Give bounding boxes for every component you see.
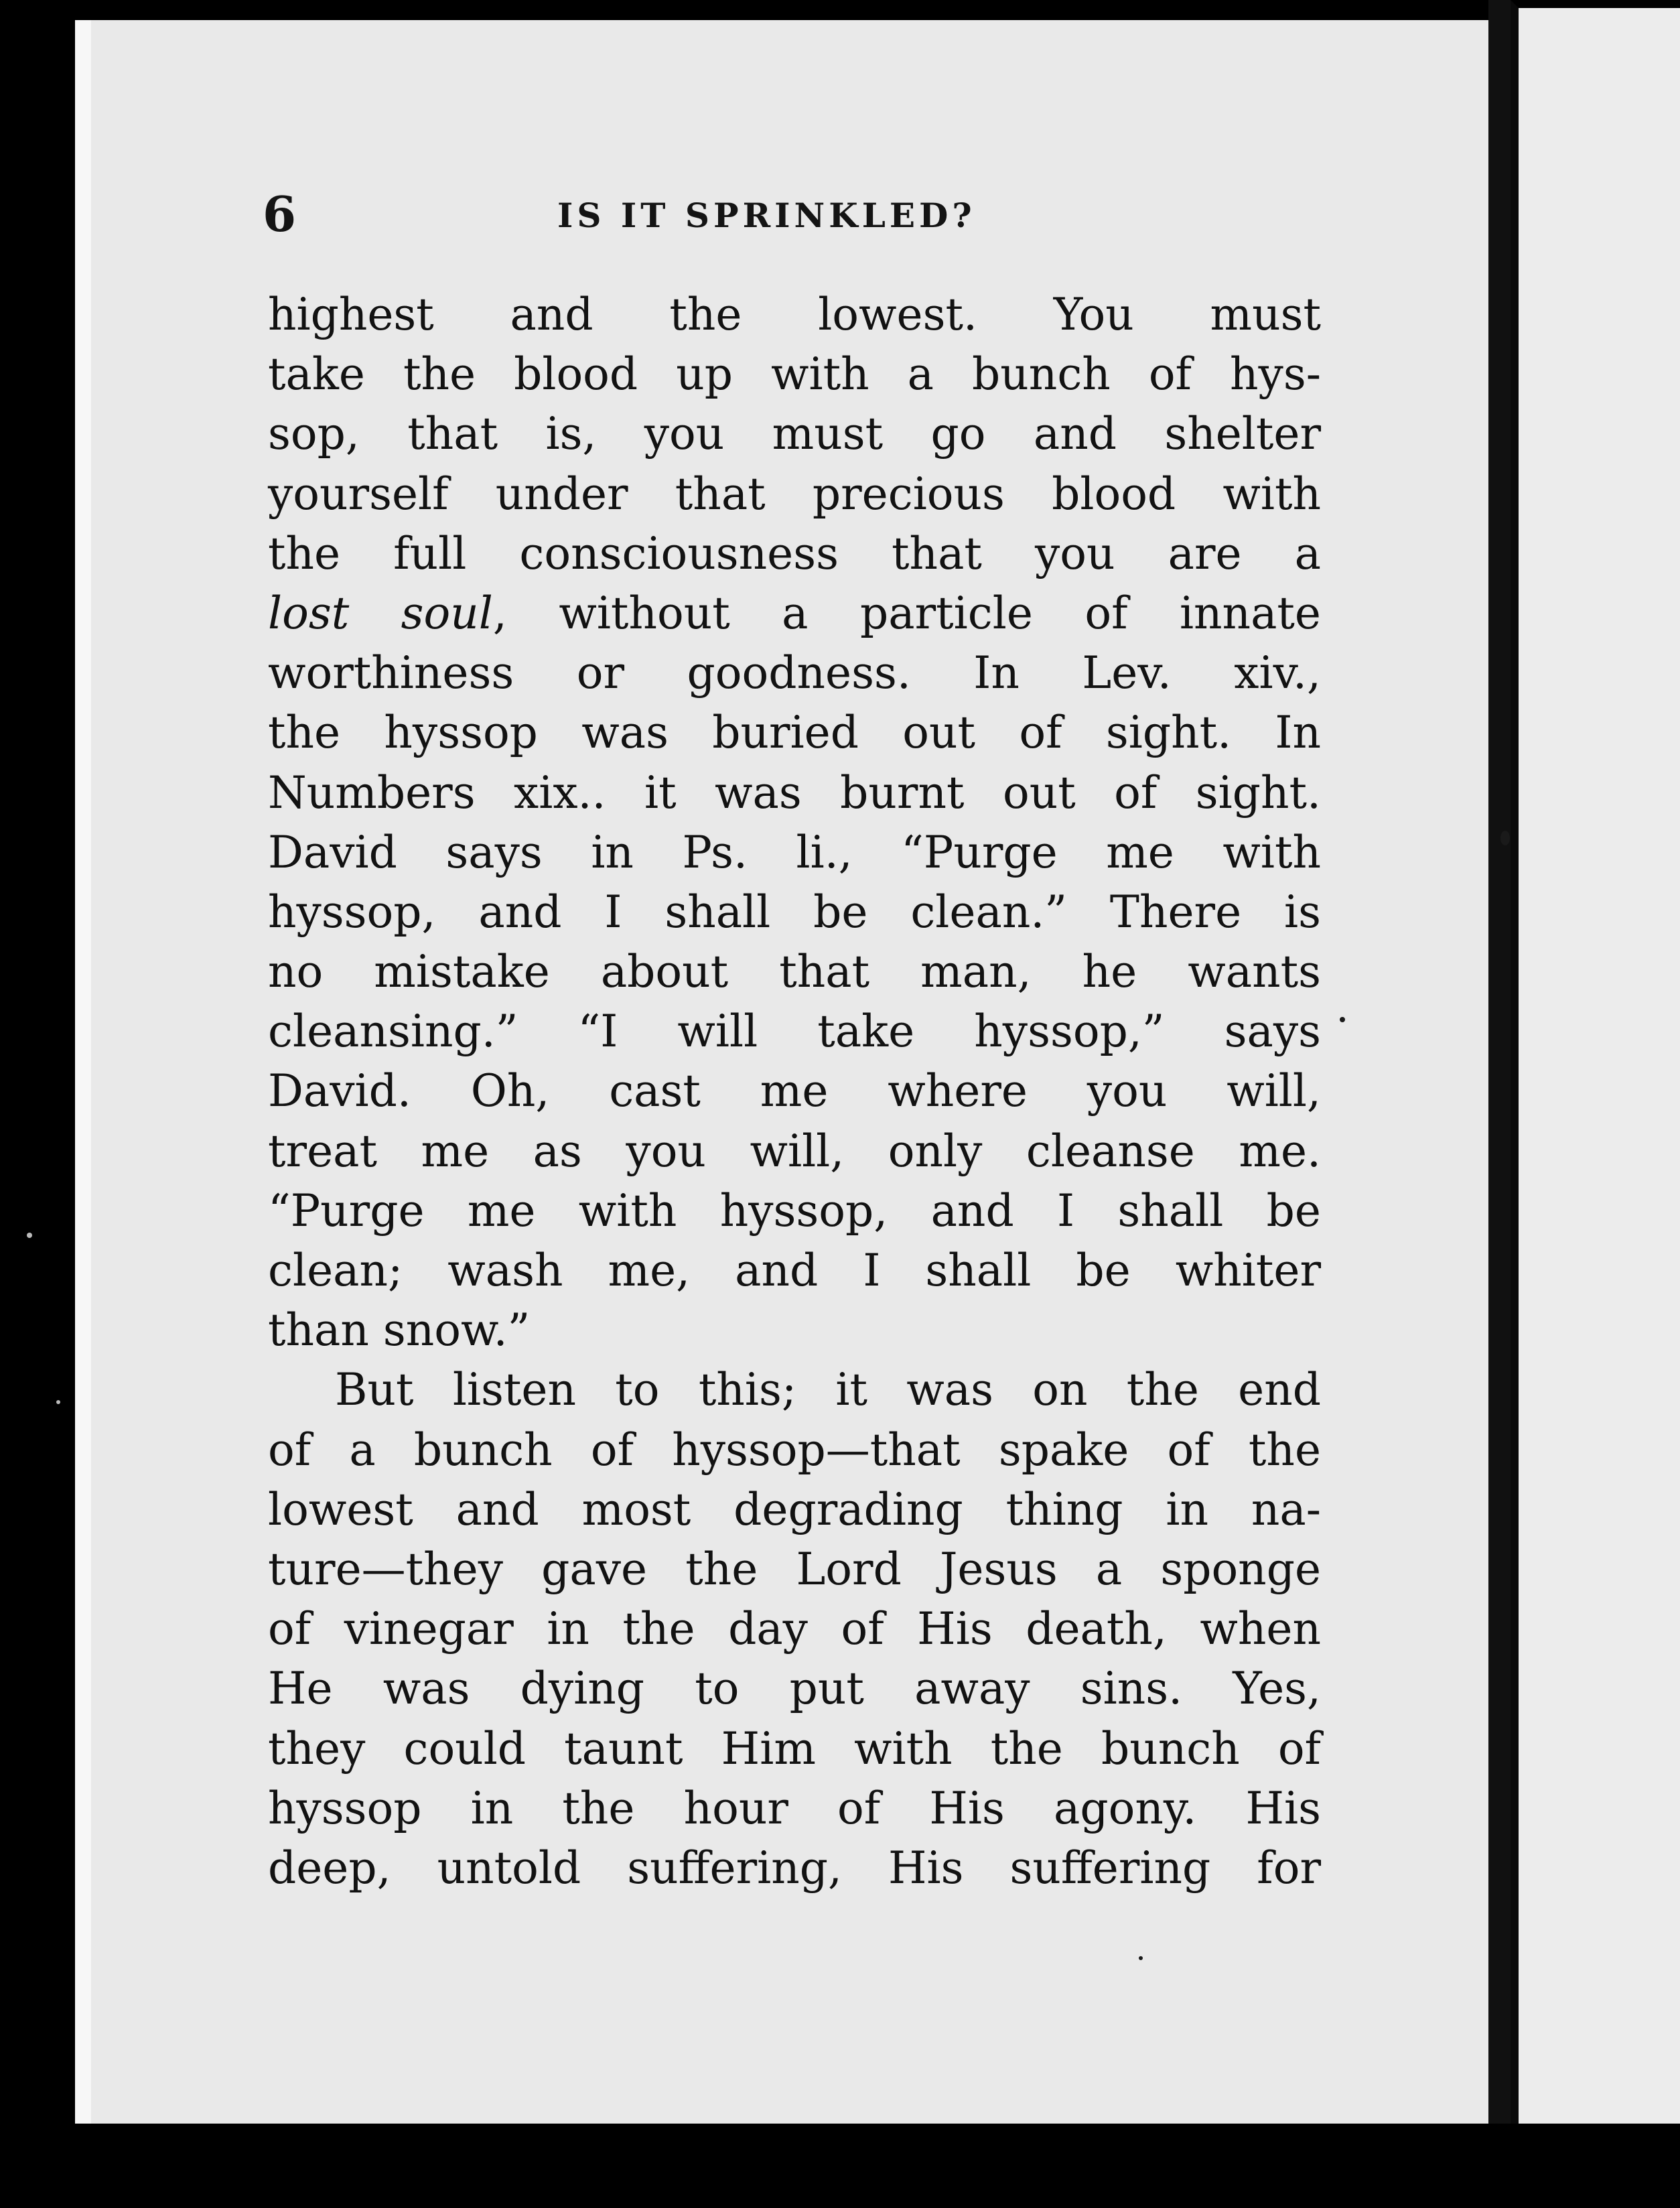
text-segment: yourself under that precious blood with	[268, 468, 1321, 520]
text-segment: sop, that is, you must go and shelter	[268, 408, 1321, 460]
text-segment: deep, untold suffering, His suffering for	[268, 1842, 1321, 1894]
text-line	[268, 1241, 1321, 1300]
text-segment: worthiness or goodness. In Lev. xiv.,	[268, 647, 1321, 699]
text-segment: He was dying to put away sins. Yes,	[268, 1663, 1321, 1715]
text-line	[268, 703, 1321, 762]
text-segment: of a bunch of hyssop—that spake of the	[268, 1424, 1321, 1476]
text-segment: highest and the lowest. You must	[268, 289, 1321, 340]
text-line	[268, 1599, 1321, 1659]
text-line	[268, 1539, 1321, 1599]
text-line	[268, 1779, 1321, 1838]
italic-text: lost soul	[268, 587, 493, 639]
text-segment: ture—they gave the Lord Jesus a sponge	[268, 1543, 1321, 1595]
text-line	[268, 1480, 1321, 1539]
text-segment: take the blood up with a bunch of hys-	[268, 348, 1321, 401]
text-segment: “Purge me with hyssop, and I shall be	[268, 1184, 1321, 1237]
text-line	[268, 763, 1321, 823]
text-segment: cleansing.” “I will take hyssop,” says	[268, 1006, 1321, 1058]
text-segment: David says in Ps. li., “Purge me with	[268, 826, 1321, 878]
text-segment: But listen to this; it was on the end	[335, 1364, 1321, 1416]
scan-speck	[1500, 831, 1510, 845]
text-line	[268, 1420, 1321, 1480]
scan-speck	[1139, 1956, 1143, 1960]
text-segment: David. Oh, cast me where you will,	[268, 1065, 1321, 1117]
adjacent-page-edge	[1511, 0, 1680, 2124]
book-gutter	[1488, 0, 1511, 2208]
text-line	[268, 285, 1321, 344]
text-line	[268, 1181, 1321, 1241]
text-line	[268, 464, 1321, 524]
text-line	[268, 1659, 1321, 1718]
text-segment: of vinegar in the day of His death, when	[268, 1603, 1321, 1655]
scan-speck	[1340, 1017, 1345, 1022]
page-header	[263, 188, 1321, 241]
text-line	[268, 1360, 1321, 1420]
text-segment: clean; wash me, and I shall be whiter	[268, 1245, 1321, 1296]
text-line	[268, 1719, 1321, 1779]
text-line	[268, 583, 1321, 643]
text-segment: no mistake about that man, he wants	[268, 946, 1321, 998]
text-line	[268, 1300, 1321, 1360]
scan-bottom-border	[0, 2124, 1680, 2208]
scan-speck	[27, 1233, 32, 1238]
text-segment: hyssop in the hour of His agony. His	[268, 1782, 1321, 1834]
text-segment: than snow.”	[268, 1304, 531, 1357]
text-line	[268, 344, 1321, 404]
text-segment: , without a particle of innate	[492, 587, 1321, 639]
text-segment: they could taunt Him with the bunch of	[268, 1722, 1321, 1775]
page-number: 6	[263, 186, 297, 243]
text-segment: hyssop, and I shall be clean.” There is	[268, 886, 1321, 938]
text-line	[268, 942, 1321, 1002]
page-edge	[75, 20, 91, 2124]
text-line	[268, 1838, 1321, 1898]
body-text	[268, 285, 1321, 1898]
text-line	[268, 404, 1321, 464]
running-title: IS IT SPRINKLED?	[557, 196, 976, 235]
text-segment: the full consciousness that you are a	[268, 527, 1321, 579]
text-segment: Numbers xix.. it was burnt out of sight.	[268, 766, 1321, 819]
text-line	[268, 882, 1321, 942]
text-segment: the hyssop was buried out of sight. In	[268, 707, 1321, 759]
text-line	[268, 1002, 1321, 1061]
text-line	[268, 643, 1321, 703]
scan-speck	[56, 1400, 60, 1404]
text-segment: lowest and most degrading thing in na-	[268, 1483, 1321, 1535]
text-line	[268, 1121, 1321, 1181]
text-line	[268, 524, 1321, 583]
text-line	[268, 823, 1321, 882]
text-segment: treat me as you will, only cleanse me.	[268, 1125, 1321, 1177]
text-line	[268, 1061, 1321, 1121]
